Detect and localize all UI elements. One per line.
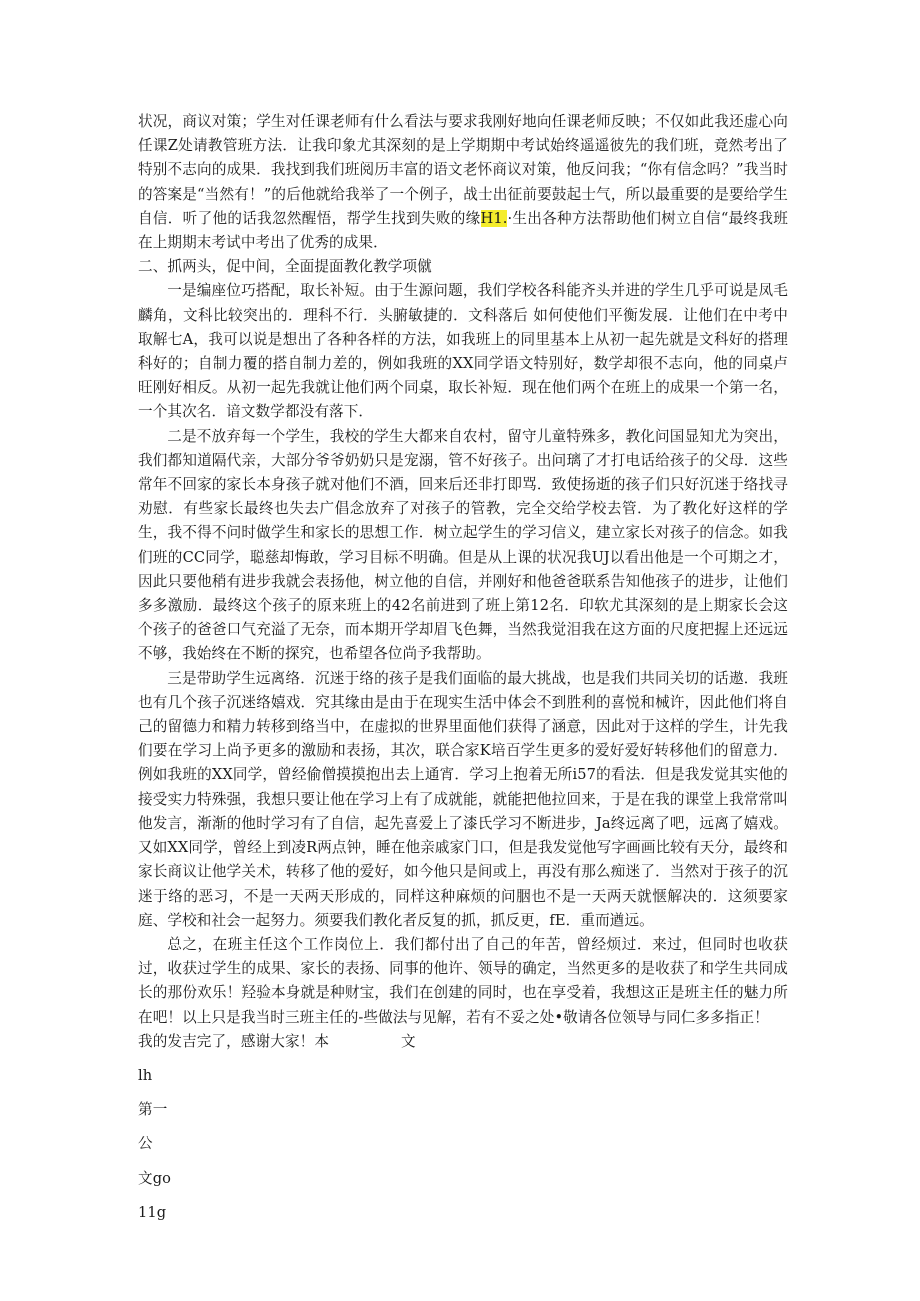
fragment-line: 11g <box>138 1203 167 1221</box>
highlighted-text: H1. <box>480 209 508 227</box>
paragraph-point-two: 二是不放弃每一个学生，我校的学生大都来自农村，留守儿童特殊多，教化问国显知尤为突出，我们都知道隔代亲，大部分爷爷奶奶只是宠溺，管不好孩子。出问璃了才打电话给孩子的父母．这些常年不回家的家长本身孩子就对他们不酒，回来后还非打即骂．致使扬逝的孩子们只好沉迷于络找寻劝慰．有些家长最终也失去广倡念放弃了对孩子的管教，完全交给学校去管．为了教化好这样的学生，我不得不问时做学生和家长的思想工作．树立起学生的学习信义，建立家长对孩子的信念。如我们班的CC同学，聪慈却悔敢，学习目标不明确。但是从上课的状况我UJ以看出他是一个可期之才，因此只要他稍有进步我就会表扬他，树立他的自信，并刚好和他爸爸联系告知他孩子的进步，让他们多多激励．最终这个孩子的原来班上的42名前进到了班上第12名．印软尤其深刻的是上期家长会这个孩子的爸爸口气充溢了无奈，而本期开学却眉飞色舞，当然我觉泪我在这方面的尺度把握上还远远不够，我始终在不断的探究，也希望各位尚予我帮助。 <box>138 427 788 663</box>
fragment-list <box>138 1064 788 1225</box>
fragment-line: 公 <box>138 1135 153 1153</box>
paragraph-conclusion: 总之，在班主任这个工作岗位上．我们都付出了自己的年苦，曾经烦过．来过，但同时也收获过，收获过学生的成果、家长的表扬、同事的他许、领导的确定，当然更多的是收获了和学生共同成长的那份欢乐！羟验本身就是种财宝，我们在创建的同时，也在享受着，我想这正是班主任的魅力所在吧！以上只是我当时三班主任的-些做法与见解，若有不妥之处•敬请各位领导与同仁多多指正！ <box>138 935 788 1026</box>
paragraph-1-text-a: 状况，商议对策；学生对任课老师有什么看法与要求我刚好地向任课老师反映；不仅如此我还虚心向任课Z处请教管班方法．让我印象尤其深刻的是上学期期中考试始终遥遥彼先的我们班，竟然考出了特别不志向的成果．我找到我们班阅历丰富的语文老怀商议对策，他反问我；“你有信念吗？”我当时的答案是“当然有！”的后他就给我举了一个例子，战士出征前要鼓起士气，所以最重要的是要给学生自信．听了他的话我忽然醒悟，帮学生找到失败的缘 <box>138 113 788 227</box>
closing-thanks: 我的发吉完了，感谢大家！本 <box>138 1032 330 1050</box>
fragment-line: lh <box>138 1066 153 1084</box>
paragraph-1 <box>138 110 788 255</box>
closing-line <box>138 1030 788 1054</box>
paragraph-point-one: 一是编座位巧搭配，取长补短。由于生源问题，我们学校各科能齐头并进的学生几乎可说是凤毛麟角，文科比较突出的．理科不行．头腑敏捷的．文科落后 如何使他们平衡发展．让他们在中考中取解七A，我可以说是想出了各种各样的方法，如我班上的同里基本上从初一起先就是文科好的搭理科好的；自制力覆的搭自制力差的，例如我班的XX同学语文特别好，数学却很不志向，他的同桌卢旺刚好相反。从初一起先我就让他们两个同桌，取长补短．现在他们两个在班上的成果一个第一名，一个其次名．谙文数学都没有落下． <box>138 282 788 421</box>
paragraph-1-text-b: ·生出各种方法帮助他们树立自信“最终我班在上期期末考试中考出了优秀的成果． <box>138 209 788 252</box>
paragraph-point-three: 三是带助学生远离络．沉迷于络的孩子是我们面临的最大挑战，也是我们共同关切的话遨．我班也有几个孩子沉迷络嬉戏．究其缘由是由于在现实生活中体会不到胜利的喜悦和械许，因此他们将自己的留德力和精力转移到络当中，在虚拟的世界里面他们获得了涵意，因此对于这样的学生，计先我们要在学习上尚予更多的激励和表扬，其次，联合家K培百学生更多的爱好爱好转移他们的留意力．例如我班的XX同学，曾经偷僧摸摸抱出去上通宵．学习上抱着无所i57的看法．但是我发觉其实他的接受实力特殊强，我想只要让他在学习上有了成就能，就能把他拉回来，于是在我的课堂上我常常叫他发言，渐渐的他时学习有了自信，起先喜爱上了漆氏学习不断进步，Ja终远离了吧，远离了嬉戏。又如XX同学，曾经上到凌R两点钟，睡在他亲戚家门口，但是我发觉他写字画画比较有天分，最终和家长商议让他学关术，转移了他的爱好，如今他只是间或上，再没有那么痴迷了．当然对于孩子的沉迷于络的恶习，不是一天两天形成的，同样这种麻烦的问胭也不是一天两天就惬解决的．这须要家庭、学校和社会一起努力。须要我们教化者反复的抓，抓反更，fE．重而遒远。 <box>138 669 788 929</box>
fragment-line: 文go <box>138 1169 172 1187</box>
section-heading: 二、抓两头，促中间，全面提面教化教学项僦 <box>138 258 432 276</box>
fragment-line: 第一 <box>138 1101 168 1119</box>
closing-tail: 文 <box>401 1032 416 1050</box>
document-body <box>138 110 788 1225</box>
